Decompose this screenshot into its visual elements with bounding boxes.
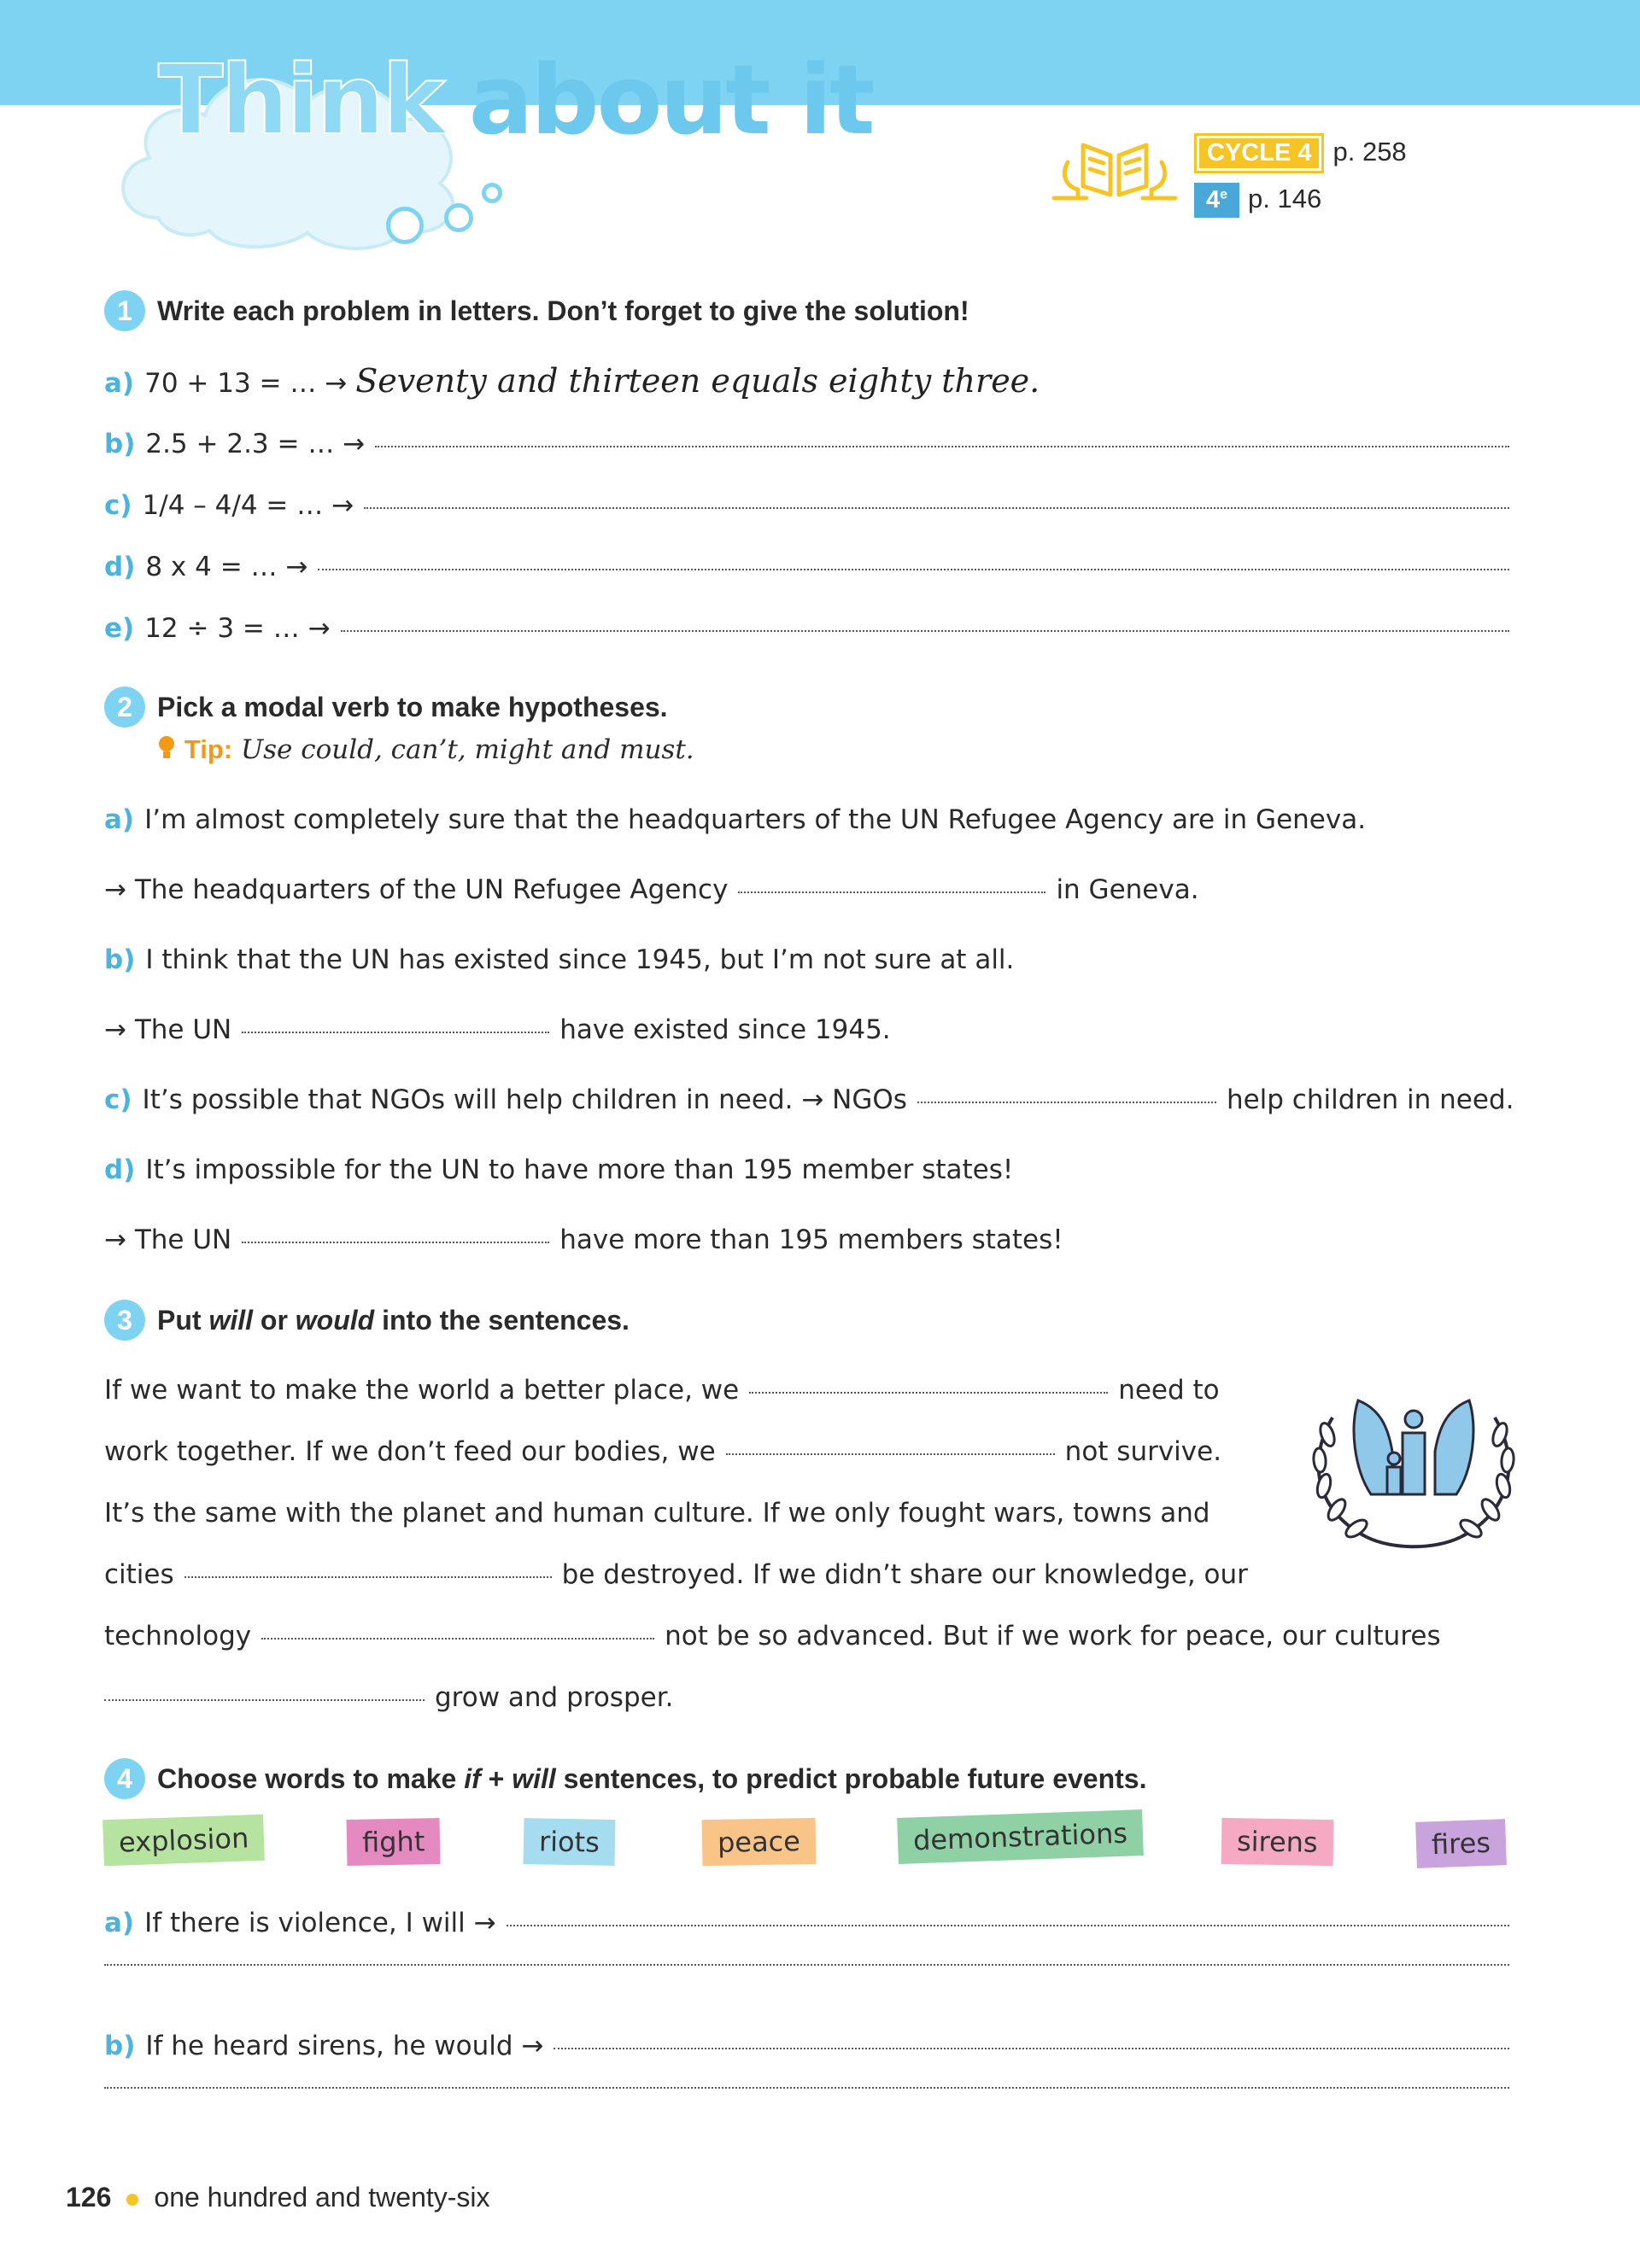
ex2-a-sentence: a) I’m almost completely sure that the headquarters of the UN Refugee Agency are in Geneva. [104,804,1367,835]
answer-blank[interactable] [507,1925,1509,1926]
ex4-instruction: Choose words to make if + will sentences, to predict probable future events. [157,1762,1147,1794]
ex4-heading [104,1758,1146,1799]
answer-blank[interactable] [261,1638,654,1640]
answer-blank[interactable] [375,446,1509,447]
answer-blank[interactable] [917,1102,1216,1103]
answer-blank[interactable] [242,1242,549,1243]
cycle4-page: p. 258 [1332,137,1407,167]
title-think: Think [158,45,443,156]
ex3-line-4: cities be destroyed. If we didn’t share our knowledge, our [104,1559,1248,1590]
ex1-item-e: e) 12 ÷ 3 = … → [104,613,1509,644]
ex2-d-sentence: d) It’s impossible for the UN to have more than 195 member states! [104,1154,1014,1185]
ex2-c-line: c) It’s possible that NGOs will help children in need. → NGOs help children in need. [104,1084,1514,1115]
ex3-line-1: If we want to make the world a better place, we need to [104,1375,1220,1406]
answer-blank[interactable] [104,1699,425,1701]
ex3-instruction: Put will or would into the sentences. [157,1304,630,1336]
ex4-item-a-extra [104,1969,1509,1971]
page-number: 126 [66,2182,112,2212]
word-chip-fight[interactable]: fight [347,1818,441,1866]
cycle4-badge: CYCLE 4 [1194,133,1324,173]
word-chip-explosion[interactable]: explosion [102,1815,265,1867]
footer-dot-icon [126,2194,138,2206]
ex1-instruction: Write each problem in letters. Don’t forget to give the solution! [157,295,969,326]
tip-label: Tip: [184,734,233,764]
ex4-number: 4 [104,1758,145,1799]
ex1-number: 1 [104,290,145,331]
ex3-number: 3 [104,1300,145,1341]
grade4-page: p. 146 [1248,184,1322,213]
ex3-line-3: It’s the same with the planet and human culture. If we only fought wars, towns and [104,1498,1210,1529]
answer-blank[interactable] [726,1453,1055,1455]
ref-4e [1194,183,1321,218]
ex2-a-answer: → The headquarters of the UN Refugee Agency in Geneva. [104,874,1199,905]
ex4-item-b-extra [104,2092,1509,2094]
lightbulb-icon [157,734,176,762]
ex1-item-b: b) 2.5 + 2.3 = … → [104,429,1509,459]
answer-blank[interactable] [242,1032,549,1033]
answer-blank[interactable] [364,507,1509,509]
ex1-item-c: c) 1/4 – 4/4 = … → [104,490,1509,521]
ex2-b-answer: → The UN have existed since 1945. [104,1014,891,1045]
ex1-a-answer: Seventy and thirteen equals eighty three. [355,362,1040,400]
answer-blank[interactable] [749,1392,1108,1394]
answer-blank[interactable] [184,1576,552,1578]
page-number-words: one hundred and twenty-six [154,2182,490,2212]
ex4-item-b: b) If he heard sirens, he would → [104,2031,1509,2061]
bubble-medium [444,203,473,232]
word-chip-sirens[interactable]: sirens [1221,1818,1334,1866]
word-chip-peace[interactable]: peace [702,1818,817,1866]
ex3-line-2: work together. If we don’t feed our bodies, we not survive. [104,1436,1222,1467]
answer-blank[interactable] [104,1964,1509,1966]
ex2-b-sentence: b) I think that the UN has existed since 1945, but I’m not sure at all. [104,944,1015,975]
bubble-small [482,183,502,203]
ex2-number: 2 [104,687,145,728]
ex2-tip [157,734,694,765]
ex1-item-d: d) 8 x 4 = … → [104,552,1509,582]
word-chip-riots[interactable]: riots [524,1818,616,1866]
ex2-d-answer: → The UN have more than 195 members states! [104,1225,1063,1255]
ex2-instruction: Pick a modal verb to make hypotheses. [157,691,668,722]
ex3-line-5: technology not be so advanced. But if we work for peace, our cultures [104,1621,1441,1651]
word-chip-demonstrations[interactable]: demonstrations [897,1809,1144,1864]
ex1-item-a: a) 70 + 13 = … → Seventy and thirteen equals eighty three. [104,362,1040,400]
ex4-item-a: a) If there is violence, I will → [104,1908,1509,1938]
answer-blank[interactable] [554,2048,1509,2049]
bubble-large [386,207,424,244]
answer-blank[interactable] [318,569,1509,570]
grade4-badge: 4e [1194,183,1239,218]
book-icon [1051,137,1179,205]
answer-blank[interactable] [104,2087,1509,2089]
page-footer [66,2182,490,2213]
page-title [158,45,873,156]
answer-blank[interactable] [738,891,1046,893]
ex3-line-6: grow and prosper. [104,1682,673,1713]
ex1-heading [104,290,969,331]
word-chip-fires[interactable]: fires [1415,1819,1507,1868]
ex2-heading [104,687,668,728]
title-about: about it [468,45,873,156]
ref-cycle4 [1194,133,1407,173]
unhcr-emblem-icon [1298,1366,1529,1563]
ex1-a-problem: 70 + 13 = … → [144,368,348,399]
answer-blank[interactable] [341,630,1509,632]
ex3-heading [104,1300,630,1341]
tip-text: Use could, can’t, might and must. [240,734,694,765]
